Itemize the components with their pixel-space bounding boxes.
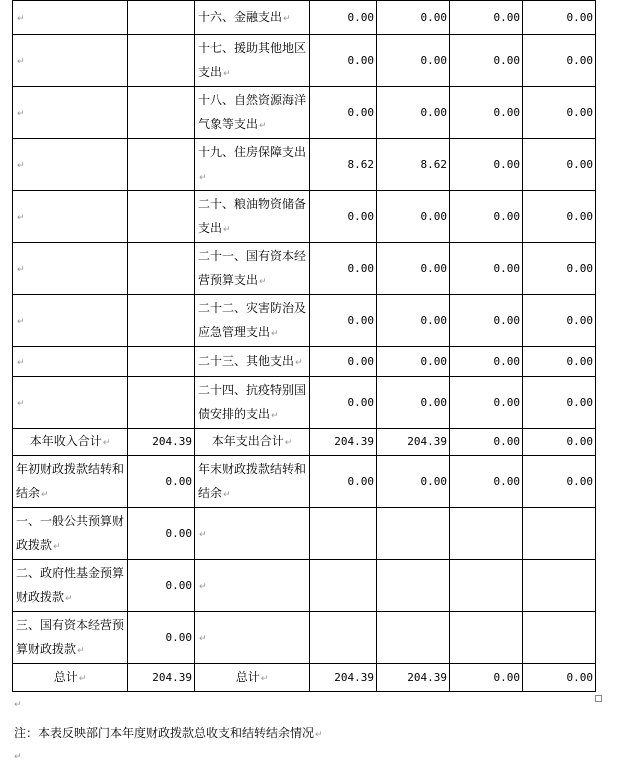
table-cell-a: [13, 347, 128, 377]
cell-text: 204.39: [152, 435, 192, 448]
paragraph-mark: ↵: [14, 700, 22, 710]
table-cell-a: [13, 191, 128, 243]
cell-text: 0.00: [493, 261, 520, 275]
table-cell-c: [195, 1, 310, 35]
table-cell-g: [523, 456, 596, 508]
table-cell-e: [377, 35, 450, 87]
table-cell-e: [377, 347, 450, 377]
cell-text: 0.00: [493, 157, 520, 171]
cell-text: 本年支出合计: [211, 434, 284, 448]
table-cell-b: [128, 612, 195, 664]
table-cell-d: [310, 35, 377, 87]
table-cell-e: [377, 87, 450, 139]
table-cell-f: [450, 456, 523, 508]
cell-text: 0.00: [347, 53, 374, 67]
table-cell-d: [310, 560, 377, 612]
table-cell-g: [523, 243, 596, 295]
paragraph-mark: ↵: [259, 120, 267, 131]
cell-text: 0.00: [493, 53, 520, 67]
cell-text: 三、国有资本经营预算财政拨款: [16, 617, 125, 656]
cell-text: 0.00: [566, 53, 593, 67]
table-row: [13, 664, 596, 692]
table-cell-b: [128, 35, 195, 87]
paragraph-mark: ↵: [53, 541, 61, 552]
paragraph-mark: ↵: [199, 581, 207, 592]
cell-text: 二十四、抗疫特别国债安排的支出: [198, 382, 307, 421]
cell-text: 0.00: [347, 313, 374, 327]
note-text: 注：本表反映部门本年度财政拨款总收支和结转结余情况: [14, 726, 315, 740]
table-cell-e: [377, 560, 450, 612]
table-cell-a: [13, 429, 128, 456]
table-cell-f: [450, 377, 523, 429]
table-cell-c: [195, 560, 310, 612]
cell-text: 204.39: [407, 435, 447, 448]
table-cell-c: [195, 429, 310, 456]
cell-text: 年末财政拨款结转和结余: [198, 461, 307, 500]
paragraph-mark: ↵: [315, 730, 323, 740]
table-cell-d: [310, 612, 377, 664]
cell-text: 二十、粮油物资储备支出: [198, 196, 307, 235]
paragraph-mark: ↵: [14, 752, 22, 762]
cell-text: 0.00: [493, 670, 520, 684]
table-cell-a: [13, 139, 128, 191]
table-cell-d: [310, 295, 377, 347]
paragraph-mark: ↵: [223, 489, 231, 500]
cell-text: 0.00: [165, 474, 192, 488]
cell-text: 0.00: [420, 474, 447, 488]
table-cell-a: [13, 560, 128, 612]
table-row: [13, 87, 596, 139]
table-cell-e: [377, 664, 450, 692]
paragraph-mark: ↵: [17, 56, 25, 67]
cell-text: 0.00: [420, 313, 447, 327]
cell-text: 0.00: [566, 474, 593, 488]
cell-text: 十六、金融支出: [198, 9, 283, 24]
cell-text: 0.00: [165, 630, 192, 644]
paragraph-mark: ↵: [17, 398, 25, 409]
cell-text: 0.00: [420, 53, 447, 67]
table-cell-g: [523, 612, 596, 664]
table-cell-c: [195, 139, 310, 191]
table-cell-g: [523, 139, 596, 191]
cell-text: 一、一般公共预算财政拨款: [16, 513, 125, 552]
table-cell-e: [377, 295, 450, 347]
table-cell-e: [377, 1, 450, 35]
cell-text: 0.00: [420, 105, 447, 119]
table-cell-f: [450, 243, 523, 295]
cell-text: 204.39: [334, 670, 374, 684]
table-row: [13, 560, 596, 612]
cell-text: 0.00: [566, 157, 593, 171]
cell-text: 0.00: [347, 10, 374, 24]
table-cell-e: [377, 139, 450, 191]
table-cell-g: [523, 1, 596, 35]
table-cell-c: [195, 87, 310, 139]
table-row: [13, 191, 596, 243]
table-cell-f: [450, 87, 523, 139]
cell-text: 年初财政拨款结转和结余: [16, 461, 125, 500]
cell-text: 0.00: [347, 261, 374, 275]
cell-text: 0.00: [347, 395, 374, 409]
table-cell-c: [195, 347, 310, 377]
table-cell-c: [195, 191, 310, 243]
table-cell-g: [523, 429, 596, 456]
cell-text: 204.39: [407, 670, 447, 684]
table-cell-f: [450, 35, 523, 87]
cell-text: 0.00: [420, 354, 447, 368]
table-cell-g: [523, 664, 596, 692]
table-cell-b: [128, 456, 195, 508]
cell-text: 0.00: [566, 395, 593, 409]
paragraph-mark: ↵: [65, 593, 73, 604]
fiscal-appropriation-table: [12, 0, 596, 692]
table-cell-e: [377, 429, 450, 456]
table-cell-b: [128, 560, 195, 612]
table-cell-g: [523, 295, 596, 347]
table-cell-d: [310, 508, 377, 560]
paragraph-mark: ↵: [78, 673, 87, 684]
cell-text: 0.00: [493, 105, 520, 119]
cell-text: 0.00: [420, 261, 447, 275]
paragraph-mark: ↵: [17, 160, 25, 171]
cell-text: 0.00: [493, 209, 520, 223]
table-cell-g: [523, 191, 596, 243]
table-cell-e: [377, 191, 450, 243]
table-cell-g: [523, 87, 596, 139]
paragraph-mark: ↵: [271, 328, 279, 339]
cell-text: 0.00: [566, 105, 593, 119]
paragraph-mark: ↵: [284, 438, 293, 448]
table-cell-g: [523, 377, 596, 429]
cell-text: 0.00: [493, 435, 520, 448]
table-cell-d: [310, 191, 377, 243]
cell-text: 0.00: [347, 354, 374, 368]
cell-text: 0.00: [493, 10, 520, 24]
cell-text: 十九、住房保障支出: [198, 144, 307, 159]
cell-text: 0.00: [566, 313, 593, 327]
table-cell-b: [128, 191, 195, 243]
table-cell-e: [377, 243, 450, 295]
paragraph-mark: ↵: [17, 357, 25, 368]
table-cell-f: [450, 1, 523, 35]
table-cell-b: [128, 429, 195, 456]
cell-text: 8.62: [420, 157, 447, 171]
cell-text: 8.62: [347, 157, 374, 171]
table-cell-g: [523, 35, 596, 87]
table-cell-a: [13, 35, 128, 87]
paragraph-mark: ↵: [17, 13, 25, 24]
table-cell-a: [13, 456, 128, 508]
cell-text: 204.39: [334, 435, 374, 448]
table-cell-b: [128, 664, 195, 692]
cell-text: 0.00: [493, 354, 520, 368]
table-cell-a: [13, 508, 128, 560]
table-cell-c: [195, 243, 310, 295]
table-cell-f: [450, 664, 523, 692]
table-cell-a: [13, 1, 128, 35]
table-row: [13, 139, 596, 191]
table-resize-handle[interactable]: [595, 695, 602, 702]
cell-text: 0.00: [566, 10, 593, 24]
table-cell-g: [523, 347, 596, 377]
cell-text: 二十三、其他支出: [198, 353, 295, 368]
table-cell-e: [377, 612, 450, 664]
paragraph-mark: ↵: [41, 489, 49, 500]
table-cell-f: [450, 295, 523, 347]
table-cell-d: [310, 87, 377, 139]
table-cell-e: [377, 508, 450, 560]
table-cell-a: [13, 612, 128, 664]
paragraph-mark: ↵: [295, 357, 303, 368]
paragraph-mark: ↵: [17, 212, 25, 223]
table-cell-d: [310, 429, 377, 456]
cell-text: 0.00: [420, 209, 447, 223]
cell-text: 本年收入合计: [29, 434, 102, 448]
table-row: [13, 429, 596, 456]
paragraph-mark: ↵: [102, 438, 111, 448]
table-cell-d: [310, 664, 377, 692]
cell-text: 0.00: [165, 578, 192, 592]
table-row: [13, 295, 596, 347]
table-cell-c: [195, 664, 310, 692]
paragraph-mark: ↵: [17, 108, 25, 119]
table-cell-c: [195, 377, 310, 429]
paragraph-mark: ↵: [223, 68, 231, 79]
cell-text: 204.39: [152, 670, 192, 684]
paragraph-mark: ↵: [271, 410, 279, 421]
cell-text: 0.00: [347, 209, 374, 223]
table-row: [13, 612, 596, 664]
table-cell-f: [450, 612, 523, 664]
table-cell-f: [450, 139, 523, 191]
table-cell-c: [195, 612, 310, 664]
paragraph-mark: ↵: [199, 529, 207, 540]
table-cell-d: [310, 456, 377, 508]
table-row: [13, 243, 596, 295]
table-cell-f: [450, 429, 523, 456]
cell-text: 十八、自然资源海洋气象等支出: [198, 92, 307, 131]
paragraph-mark: ↵: [259, 276, 267, 287]
paragraph-mark: ↵: [17, 316, 25, 327]
cell-text: 总计: [53, 669, 78, 684]
paragraph-mark: ↵: [199, 172, 207, 183]
table-cell-c: [195, 295, 310, 347]
table-row: [13, 508, 596, 560]
table-cell-d: [310, 243, 377, 295]
table-cell-d: [310, 139, 377, 191]
table-row: [13, 347, 596, 377]
table-cell-g: [523, 560, 596, 612]
cell-text: 0.00: [165, 526, 192, 540]
table-row: [13, 35, 596, 87]
table-cell-b: [128, 295, 195, 347]
table-cell-c: [195, 456, 310, 508]
cell-text: 总计: [235, 669, 260, 684]
paragraph-mark: ↵: [199, 633, 207, 644]
paragraph-mark: ↵: [260, 673, 269, 684]
cell-text: 0.00: [566, 209, 593, 223]
cell-text: 0.00: [566, 261, 593, 275]
table-cell-f: [450, 508, 523, 560]
table-cell-a: [13, 87, 128, 139]
cell-text: 0.00: [420, 10, 447, 24]
cell-text: 0.00: [420, 395, 447, 409]
cell-text: 0.00: [347, 474, 374, 488]
cell-text: 二十一、国有资本经营预算支出: [198, 248, 307, 287]
table-cell-e: [377, 377, 450, 429]
cell-text: 0.00: [566, 670, 593, 684]
table-cell-b: [128, 377, 195, 429]
table-cell-a: [13, 243, 128, 295]
cell-text: 0.00: [493, 395, 520, 409]
table-row: [13, 1, 596, 35]
table-cell-a: [13, 377, 128, 429]
cell-text: 0.00: [493, 313, 520, 327]
table-cell-c: [195, 35, 310, 87]
table-cell-b: [128, 87, 195, 139]
paragraph-mark: ↵: [223, 224, 231, 235]
table-cell-b: [128, 1, 195, 35]
table-cell-d: [310, 347, 377, 377]
table-cell-d: [310, 1, 377, 35]
cell-text: 0.00: [347, 105, 374, 119]
cell-text: 0.00: [566, 354, 593, 368]
table-cell-f: [450, 347, 523, 377]
paragraph-mark: ↵: [283, 13, 291, 24]
table-cell-f: [450, 191, 523, 243]
table-cell-c: [195, 508, 310, 560]
table-cell-g: [523, 508, 596, 560]
paragraph-mark: ↵: [17, 264, 25, 275]
table-cell-e: [377, 456, 450, 508]
table-cell-f: [450, 560, 523, 612]
table-cell-a: [13, 664, 128, 692]
paragraph-mark: ↵: [77, 645, 85, 656]
cell-text: 二十二、灾害防治及应急管理支出: [198, 300, 307, 339]
table-cell-d: [310, 377, 377, 429]
table-cell-b: [128, 243, 195, 295]
table-cell-b: [128, 508, 195, 560]
table-note: [14, 724, 323, 741]
table-cell-a: [13, 295, 128, 347]
cell-text: 十七、援助其他地区支出: [198, 40, 307, 79]
table-row: [13, 377, 596, 429]
cell-text: 0.00: [493, 474, 520, 488]
cell-text: 二、政府性基金预算财政拨款: [16, 565, 125, 604]
table-row: [13, 456, 596, 508]
cell-text: 0.00: [566, 435, 593, 448]
table-cell-b: [128, 347, 195, 377]
table-cell-b: [128, 139, 195, 191]
